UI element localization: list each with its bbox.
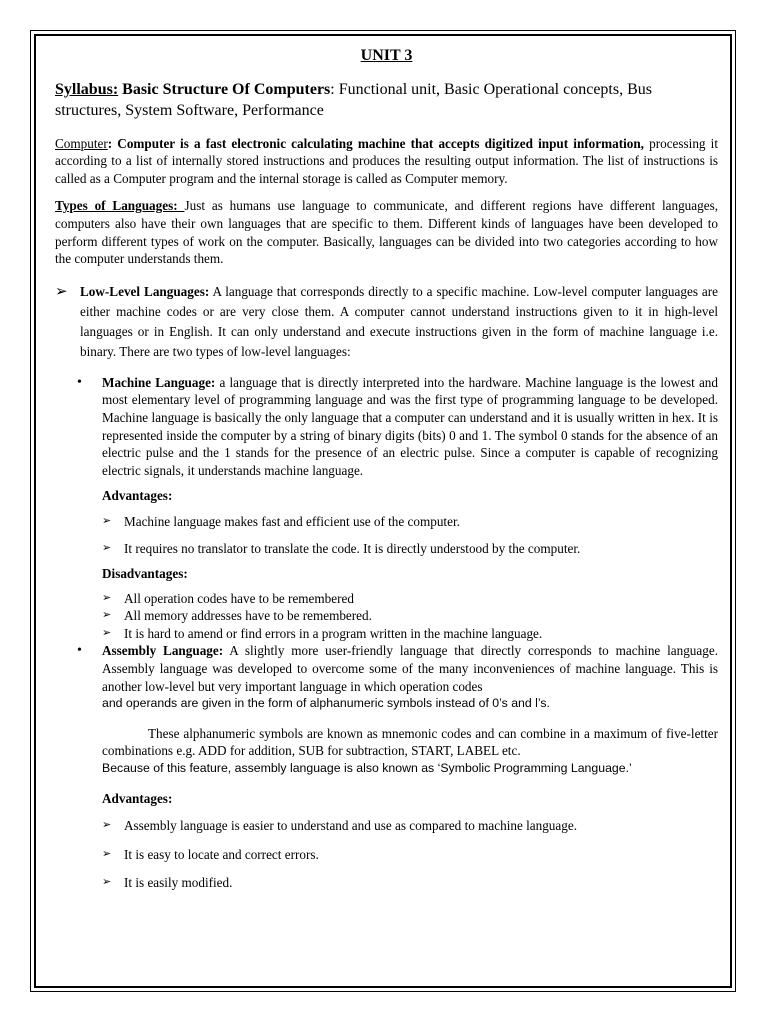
types-of-languages-text: Just as humans use language to communicate, and different regions have different languages, computers also have their own languages that are specific to them. Different kinds of languages have been developed to perform different types of work on the computer. Basically, languages can be divided into two categories according to how the computer understands them. — [55, 198, 718, 267]
list-item — [102, 513, 718, 531]
machine-disadvantages-list — [55, 590, 718, 643]
document-content — [55, 45, 718, 892]
arrow-bullet-icon: ➢ — [102, 626, 112, 639]
computer-colon: : — [107, 135, 113, 151]
list-item — [102, 817, 718, 835]
machine-disadvantages-heading: Disadvantages: — [102, 566, 188, 582]
arrow-bullet-icon: ➢ — [102, 541, 112, 554]
computer-definition — [55, 135, 718, 188]
mnemonic-text: These alphanumeric symbols are known as mnemonic codes and can combine in a maximum of five-letter combinations e.g. ADD for addition, SUB for subtraction, START, LABEL etc. — [102, 725, 718, 759]
types-of-languages-para — [55, 197, 718, 267]
machine-advantages-list — [55, 513, 718, 557]
types-of-languages-label: Types of Languages: — [55, 198, 185, 214]
syllabus-label: Syllabus: — [55, 80, 119, 98]
assembly-advantages-list — [55, 817, 718, 892]
list-item — [102, 590, 718, 608]
computer-term: Computer — [55, 135, 108, 151]
assembly-advantages-heading: Advantages: — [102, 790, 173, 806]
list-item-text: It requires no translator to translate the code. It is directly understood by the computer. — [124, 540, 581, 556]
list-item-text: All operation codes have to be remembered — [124, 590, 354, 606]
list-item-text: It is easy to locate and correct errors. — [124, 846, 319, 862]
arrow-bullet-icon: ➢ — [55, 283, 68, 300]
bullet-icon: • — [77, 643, 82, 659]
computer-bold-text: Computer is a fast electronic calculating machine that accepts digitized input information, — [112, 135, 644, 151]
syllabus-line — [55, 79, 718, 121]
list-item — [102, 540, 718, 558]
list-item-text: All memory addresses have to be remembered. — [124, 608, 372, 624]
list-item — [102, 625, 718, 643]
assembly-language-text: A slightly more user-friendly language that directly corresponds to machine language. Assembly language was developed to overcome some of the many inconveniences of machine language. This is another low-level but very important language in which operation codes — [102, 643, 718, 694]
list-item-text: It is hard to amend or find errors in a program written in the machine language. — [124, 625, 543, 641]
arrow-bullet-icon: ➢ — [102, 591, 112, 604]
list-item-text: It is easily modified. — [124, 875, 233, 891]
unit-title: UNIT 3 — [360, 47, 413, 64]
low-level-label: Low-Level Languages: — [80, 283, 210, 299]
list-item — [102, 607, 718, 625]
machine-language-item — [55, 374, 718, 480]
syllabus-heading: Basic Structure Of Computers — [122, 80, 331, 98]
assembly-language-item — [55, 642, 718, 712]
syllabus-text: : Functional unit, Basic Operational concepts, Bus structures, System Software, Performance — [55, 80, 652, 119]
list-item — [102, 846, 718, 864]
assembly-language-text-tail: and operands are given in the form of alphanumeric symbols instead of 0’s and l’s. — [102, 696, 550, 711]
bullet-icon: • — [77, 374, 82, 390]
assembly-language-label: Assembly Language: — [102, 643, 224, 659]
arrow-bullet-icon: ➢ — [102, 847, 112, 860]
computer-rest: processing it according to a list of internally stored instructions and produces the resulting output information. The list of instructions is called as a Computer program and the internal storage is called as Computer memory. — [55, 135, 718, 186]
mnemonic-paragraph — [55, 725, 718, 778]
arrow-bullet-icon: ➢ — [102, 876, 112, 889]
low-level-text: A language that corresponds directly to a specific machine. Low-level computer languages are either machine codes or are very close them. A computer cannot understand instructions given to it in high-level languages or in English. It can only understand and execute instructions given in the form of machine language i.e. binary. There are two types of low-level languages: — [80, 283, 719, 359]
list-item-text: Machine language makes fast and efficient use of the computer. — [124, 513, 460, 529]
list-item — [102, 874, 718, 892]
mnemonic-text-tail: Because of this feature, assembly language is also known as ‘Symbolic Programming Language.’ — [102, 761, 632, 776]
machine-language-text: a language that is directly interpreted into the hardware. Machine language is the lowest and most elementary level of programming language and was the first type of programming language to be developed. Machine language is basically the only language that a computer can understand and it is usually written in hex. It is represented inside the computer by a string of binary digits (bits) 0 and 1. The symbol 0 stands for the absence of an electric pulse and the 1 stands for the presence of an electric pulse. Since a computer is capable of recognizing electric signals, it understands machine language. — [102, 374, 718, 478]
arrow-bullet-icon: ➢ — [102, 514, 112, 527]
arrow-bullet-icon: ➢ — [102, 819, 112, 832]
list-item-text: Assembly language is easier to understand and use as compared to machine language. — [124, 818, 577, 834]
arrow-bullet-icon: ➢ — [102, 609, 112, 622]
machine-language-label: Machine Language: — [102, 374, 216, 390]
low-level-languages-item — [55, 282, 718, 362]
machine-advantages-heading: Advantages: — [102, 488, 173, 504]
